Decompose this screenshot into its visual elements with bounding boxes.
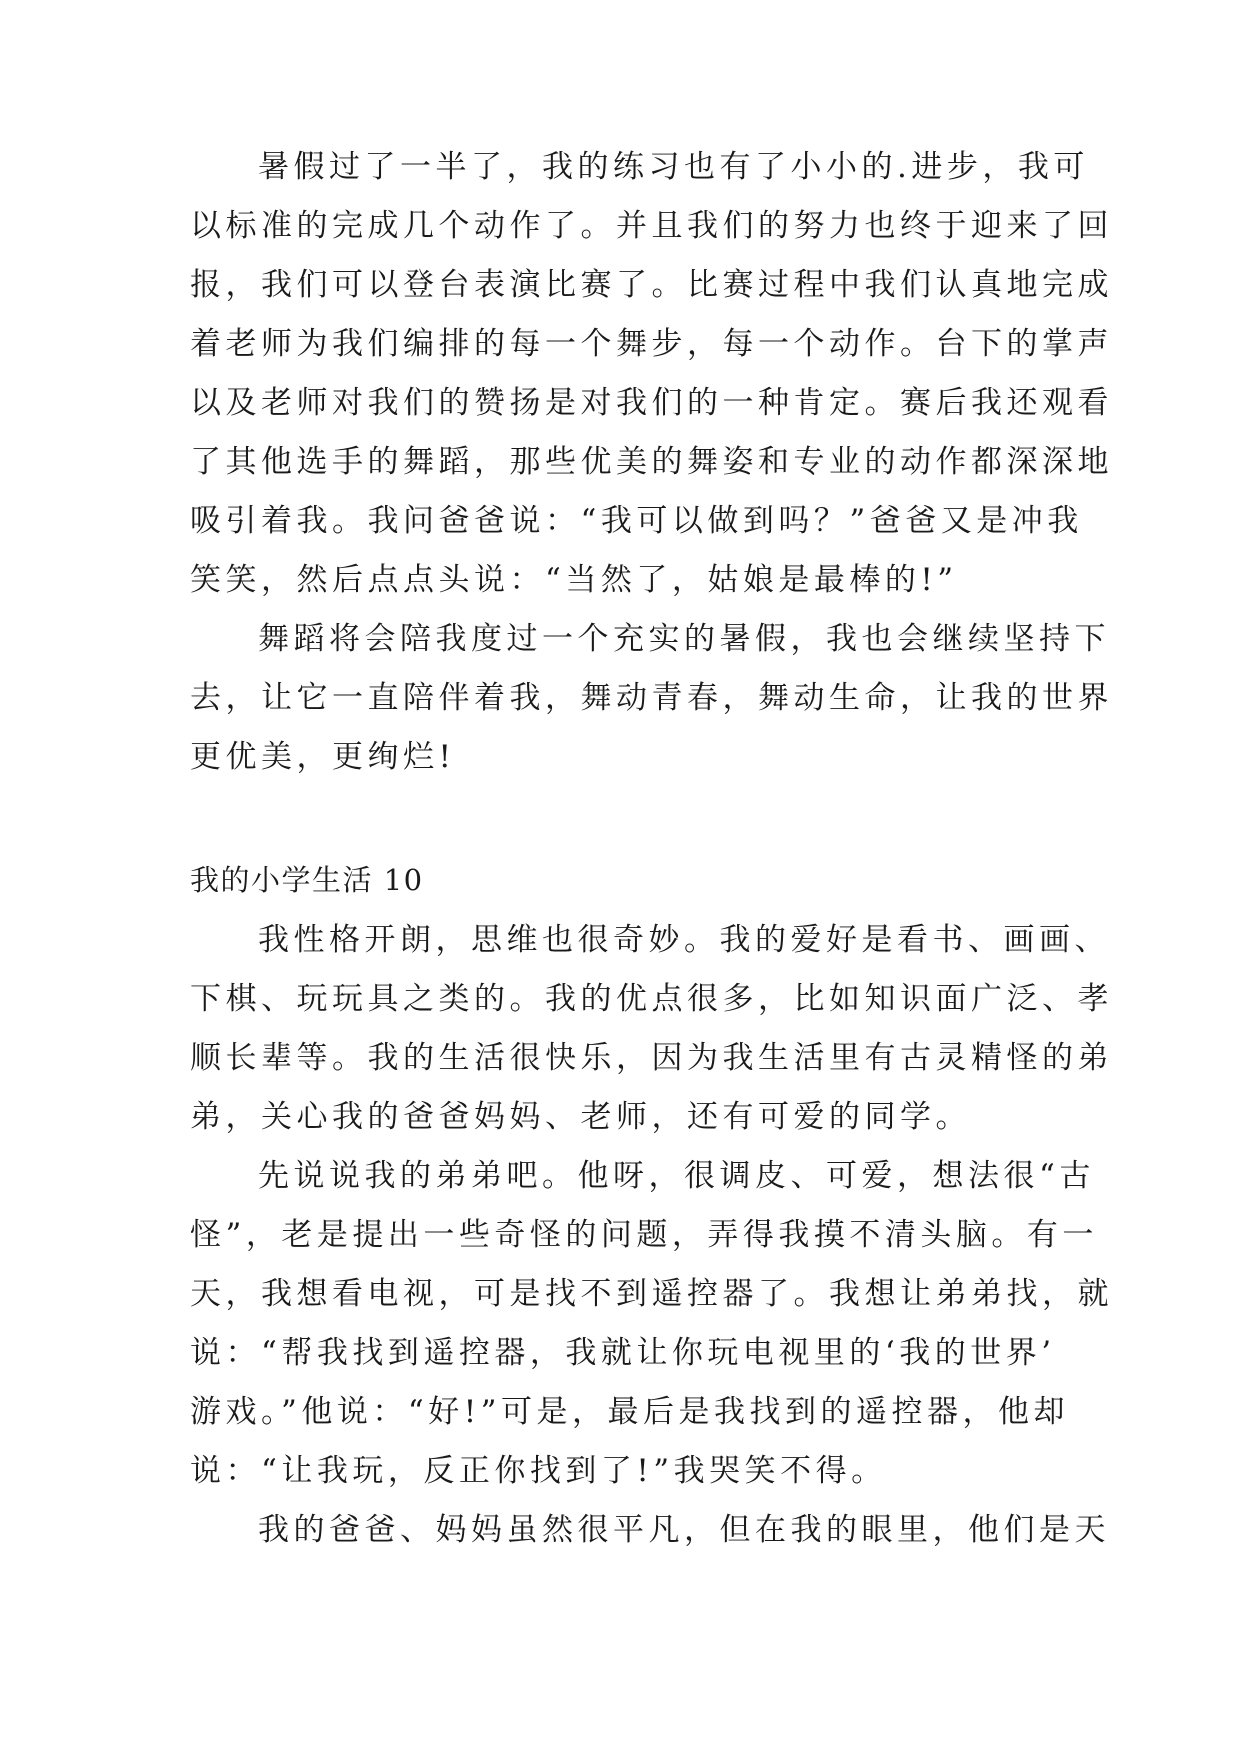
paragraph-line: 暑假过了一半了，我的练习也有了小小的.进步，我可 [258, 149, 1089, 185]
paragraph-line: 舞蹈将会陪我度过一个充实的暑假，我也会继续坚持下 [258, 621, 1110, 657]
paragraph-line: 说：“让我玩，反正你找到了!”我哭笑不得。 [190, 1453, 887, 1489]
paragraph-line: 以标准的完成几个动作了。并且我们的努力也终于迎来了回 [190, 208, 1113, 244]
paragraph-line: 怪”，老是提出一些奇怪的问题，弄得我摸不清头脑。有一 [190, 1217, 1098, 1253]
paragraph-line: 天，我想看电视，可是找不到遥控器了。我想让弟弟找，就 [190, 1276, 1113, 1312]
paragraph-line: 去，让它一直陪伴着我，舞动青春，舞动生命，让我的世界 [190, 680, 1113, 716]
paragraph-line: 吸引着我。我问爸爸说：“我可以做到吗？”爸爸又是冲我 [190, 503, 1083, 539]
paragraph-line: 说：“帮我找到遥控器，我就让你玩电视里的‘我的世界’ [190, 1335, 1056, 1371]
paragraph-line: 笑笑，然后点点头说：“当然了，姑娘是最棒的!” [190, 562, 958, 598]
paragraph-line: 游戏。”他说：“好!”可是，最后是我找到的遥控器，他却 [190, 1394, 1069, 1430]
paragraph-line: 了其他选手的舞蹈，那些优美的舞姿和专业的动作都深深地 [190, 444, 1113, 480]
paragraph-line: 我的爸爸、妈妈虽然很平凡，但在我的眼里，他们是天 [258, 1512, 1110, 1548]
paragraph-line: 下棋、玩玩具之类的。我的优点很多，比如知识面广泛、孝 [190, 981, 1113, 1017]
paragraph-line: 顺长辈等。我的生活很快乐，因为我生活里有古灵精怪的弟 [190, 1040, 1113, 1076]
paragraph-line: 先说说我的弟弟吧。他呀，很调皮、可爱，想法很“古 [258, 1158, 1095, 1194]
paragraph-line: 弟，关心我的爸爸妈妈、老师，还有可爱的同学。 [190, 1099, 971, 1135]
paragraph-line: 报，我们可以登台表演比赛了。比赛过程中我们认真地完成 [190, 267, 1113, 303]
paragraph-line: 更优美，更绚烂! [190, 739, 456, 775]
paragraph-line: 着老师为我们编排的每一个舞步，每一个动作。台下的掌声 [190, 326, 1113, 362]
paragraph-line: 以及老师对我们的赞扬是对我们的一种肯定。赛后我还观看 [190, 385, 1113, 421]
section-title: 我的小学生活 10 [190, 863, 424, 897]
paragraph-line: 我性格开朗，思维也很奇妙。我的爱好是看书、画画、 [258, 922, 1110, 958]
